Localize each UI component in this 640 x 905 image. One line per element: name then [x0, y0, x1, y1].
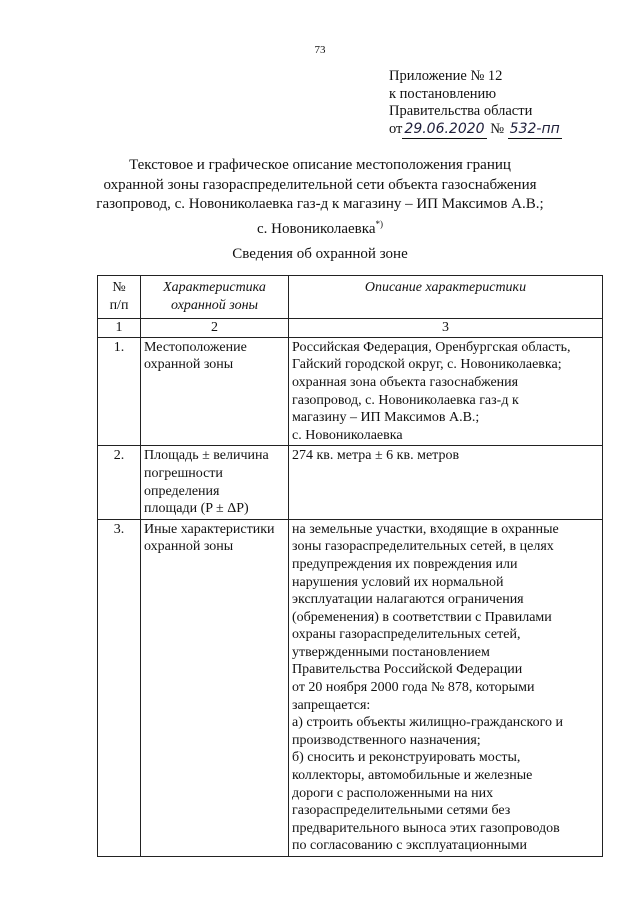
- description-line: Правительства Российской Федерации: [292, 662, 523, 678]
- footnote-mark: *): [375, 218, 383, 229]
- description-line: эксплуатации налагаются ограничения: [292, 592, 524, 608]
- description-line: по согласованию с эксплуатационными: [292, 838, 527, 854]
- page-number: 73: [314, 44, 326, 56]
- header-number-line-1: №: [112, 280, 126, 295]
- number-prefix: №: [490, 120, 505, 137]
- handwritten-number: 532-пп: [508, 121, 562, 140]
- appendix-line-1: Приложение № 12: [389, 68, 503, 84]
- title-line-4-text: с. Новониколаевка: [257, 220, 376, 237]
- date-prefix: от: [389, 120, 403, 137]
- column-number-row: [98, 319, 603, 338]
- description-line: запрещается:: [292, 697, 371, 713]
- table-row: [98, 446, 603, 519]
- characteristic-line: площади (P ± ΔP): [144, 501, 249, 517]
- row-description: [289, 446, 603, 519]
- description-line: зоны газораспределительных сетей, в целях: [292, 539, 554, 555]
- title-line-4: [80, 215, 560, 240]
- characteristic-line: охранной зоны: [144, 357, 234, 373]
- appendix-date-line: [389, 121, 562, 140]
- description-line: магазину – ИП Максимов А.В.;: [292, 410, 480, 426]
- handwritten-date: 29.06.2020: [402, 121, 486, 140]
- description-line: Российская Федерация, Оренбургская область,: [292, 339, 571, 355]
- header-characteristic-line-2: охранной зоны: [170, 297, 259, 313]
- header-cell-characteristic: [141, 276, 289, 319]
- characteristic-line: Местоположение: [144, 339, 247, 355]
- characteristic-line: погрешности: [144, 465, 223, 481]
- appendix-line-2: к постановлению: [389, 85, 497, 102]
- description-line: утвержденными постановлением: [292, 644, 490, 660]
- table-header-row: [98, 276, 603, 319]
- header-cell-description: [289, 276, 603, 319]
- column-number-1: 1: [98, 319, 141, 338]
- description-line: б) сносить и реконструировать мосты,: [292, 750, 521, 766]
- table-row: [98, 519, 603, 856]
- description-line: коллекторы, автомобильные и железные: [292, 768, 533, 784]
- description-line: с. Новониколаевка: [292, 427, 403, 443]
- characteristic-line: охранной зоны: [144, 539, 234, 555]
- row-characteristic: [141, 519, 289, 856]
- description-line: а) строить объекты жилищно-гражданского и: [292, 715, 563, 731]
- row-characteristic: [141, 337, 289, 446]
- header-number-line-2: п/п: [109, 297, 129, 313]
- description-line: 274 кв. метра ± 6 кв. метров: [292, 448, 460, 464]
- document-title: [80, 156, 560, 239]
- description-line: охранная зона объекта газоснабжения: [292, 374, 519, 390]
- title-line-2: охранной зоны газораспределительной сети объекта газоснабжения: [103, 176, 537, 193]
- row-number: 2.: [98, 446, 141, 519]
- row-characteristic: [141, 446, 289, 519]
- description-line: производственного назначения;: [292, 732, 481, 748]
- row-description: [289, 519, 603, 856]
- description-line: газораспределительными сетями без: [292, 803, 511, 819]
- description-line: дороги с расположенными на них: [292, 785, 494, 801]
- description-line: от 20 ноября 2000 года № 878, которыми: [292, 680, 535, 696]
- appendix-line-3: Правительства области: [389, 103, 533, 119]
- title-line-1: Текстовое и графическое описание местоположения границ: [129, 157, 511, 173]
- description-line: нарушения условий их нормальной: [292, 574, 504, 590]
- description-line: охраны газораспределительных сетей,: [292, 627, 521, 643]
- description-line: на земельные участки, входящие в охранные: [292, 521, 559, 537]
- description-line: предупреждения их повреждения или: [292, 556, 518, 572]
- table-row: [98, 337, 603, 446]
- section-subtitle: Сведения об охранной зоне: [232, 246, 408, 262]
- row-number: 3.: [98, 519, 141, 856]
- title-line-3: газопровод, с. Новониколаевка газ-д к магазину – ИП Максимов А.В.;: [96, 196, 544, 212]
- header-cell-number: [98, 276, 141, 319]
- characteristic-line: Площадь ± величина: [144, 448, 269, 464]
- row-description: [289, 337, 603, 446]
- column-number-2: 2: [141, 319, 289, 338]
- characteristic-line: определения: [144, 483, 220, 499]
- characteristic-line: Иные характеристики: [144, 521, 275, 537]
- column-number-3: 3: [289, 319, 603, 338]
- description-line: Гайский городской округ, с. Новониколаевка;: [292, 357, 562, 373]
- header-characteristic-line-1: Характеристика: [163, 280, 266, 295]
- header-description-text: Описание характеристики: [364, 280, 527, 295]
- description-line: (обременения) в соответствии с Правилами: [292, 609, 552, 625]
- description-line: газопровод, с. Новониколаевка газ-д к: [292, 392, 519, 408]
- protection-zone-table: [97, 275, 603, 857]
- appendix-header: [389, 68, 562, 139]
- description-line: предварительного выноса этих газопроводов: [292, 820, 560, 836]
- row-number: 1.: [98, 337, 141, 446]
